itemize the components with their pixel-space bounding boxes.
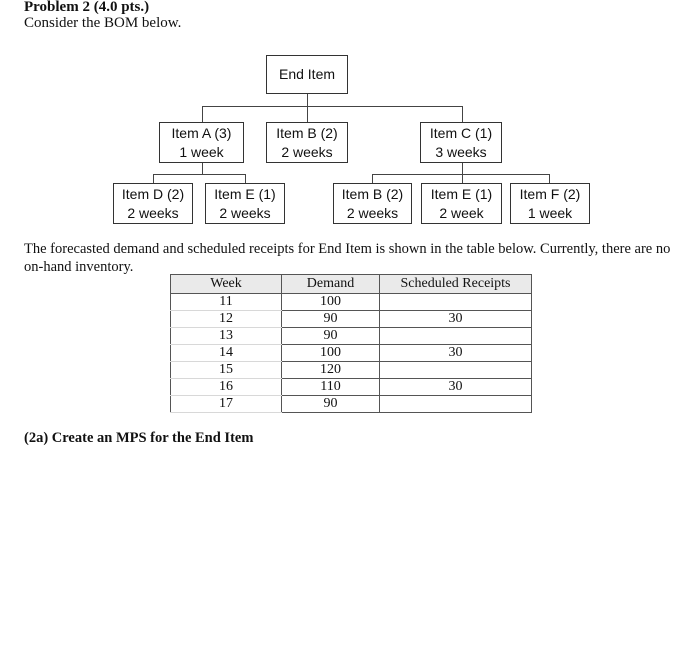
table-row [171,328,532,345]
cell-receipts: 30 [380,311,532,328]
cell-week: 15 [171,362,282,379]
table-row [171,311,532,328]
cell-week: 12 [171,311,282,328]
bom-node-label: Item D (2) [121,185,185,202]
demand-table [170,274,532,413]
connector-line [307,106,308,122]
bom-node-end-item [266,55,348,94]
bom-node-item-c [420,122,502,163]
bom-node-lead-time: 2 week [439,204,484,221]
cell-receipts: 30 [380,345,532,362]
cell-receipts [380,328,532,345]
connector-line [153,174,245,175]
bom-node-item-e [421,183,502,224]
problem-title: Problem 2 (4.0 pts.) [24,0,150,15]
bom-node-item-b [266,122,348,163]
table-row [171,362,532,379]
cell-demand: 90 [282,311,380,328]
column-header-receipts: Scheduled Receipts [380,275,532,294]
intro-text: Consider the BOM below. [24,15,182,31]
cell-week: 14 [171,345,282,362]
bom-node-item-a [159,122,244,163]
connector-line [549,174,550,183]
column-header-week: Week [171,275,282,294]
bom-node-lead-time: 3 weeks [435,143,487,160]
cell-demand: 100 [282,294,380,311]
bom-node-label: Item B (2) [341,185,404,202]
cell-week: 16 [171,379,282,396]
bom-node-lead-time: 2 weeks [346,204,399,221]
connector-line [245,174,246,183]
table-row [171,396,532,413]
connector-line [202,106,203,122]
bom-node-item-f [510,183,590,224]
description-paragraph: The forecasted demand and scheduled receipts for End Item is shown in the table below. Currently, there are no on-hand inventory. [24,241,671,275]
bom-node-lead-time: 2 weeks [281,143,333,160]
cell-receipts [380,362,532,379]
bom-node-item-b [333,183,412,224]
bom-node-item-d [113,183,193,224]
table-header-row [171,275,532,294]
cell-demand: 100 [282,345,380,362]
cell-week: 17 [171,396,282,413]
bom-node-label: Item C (1) [429,124,493,141]
cell-week: 11 [171,294,282,311]
cell-demand: 90 [282,328,380,345]
bom-node-label: End Item [278,66,336,82]
bom-node-label: Item B (2) [276,124,338,141]
connector-line [372,174,373,183]
bom-node-label: Item E (1) [214,185,276,202]
bom-node-label: Item A (3) [171,124,232,141]
connector-line [462,174,463,183]
cell-receipts: 30 [380,379,532,396]
cell-demand: 110 [282,379,380,396]
bom-node-item-e [205,183,285,224]
connector-line [153,174,154,183]
bom-node-label: Item E (1) [430,185,493,202]
table-row [171,379,532,396]
connector-line [202,163,203,174]
table-row [171,294,532,311]
connector-line [462,106,463,122]
bom-node-lead-time: 2 weeks [219,204,271,221]
cell-week: 13 [171,328,282,345]
bom-node-lead-time: 1 week [527,204,573,221]
question-2a: (2a) Create an MPS for the End Item [24,430,254,446]
connector-line [372,174,549,175]
column-header-demand: Demand [282,275,380,294]
cell-receipts [380,396,532,413]
bom-node-lead-time: 2 weeks [127,204,179,221]
table-row [171,345,532,362]
cell-receipts [380,294,532,311]
connector-line [202,106,462,107]
bom-node-lead-time: 1 week [179,143,224,160]
bom-node-label: Item F (2) [519,185,581,202]
connector-line [307,94,308,106]
cell-demand: 90 [282,396,380,413]
connector-line [462,163,463,174]
cell-demand: 120 [282,362,380,379]
